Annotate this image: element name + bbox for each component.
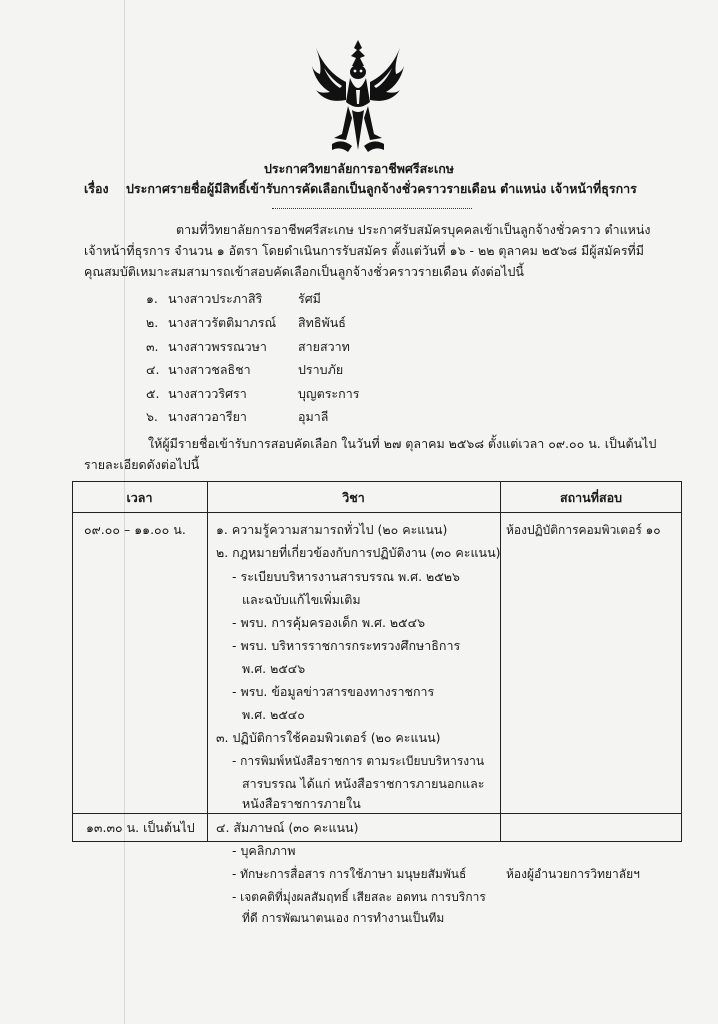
- candidate-name: นางสาวชลธิชา: [168, 362, 251, 377]
- subject-line: - พรบ. ข้อมูลข่าวสารของทางราชการ: [232, 684, 435, 699]
- subject-line: หนังสือราชการภายใน: [242, 796, 361, 811]
- subject-line: - พรบ. การคุ้มครองเด็ก พ.ศ. ๒๕๔๖: [232, 615, 426, 630]
- column-header-time: เวลา: [126, 490, 153, 505]
- candidate-surname: รัศมี: [298, 291, 321, 306]
- candidate-number: ๑.: [146, 291, 158, 306]
- candidate-name: นางสาววริศรา: [168, 386, 247, 401]
- column-header-subject: วิชา: [342, 490, 365, 505]
- subject-line: - ระเบียบบริหารงานสารบรรณ พ.ศ. ๒๕๒๖: [232, 569, 460, 584]
- session-time: ๐๙.๐๐ – ๑๑.๐๐ น.: [84, 522, 186, 537]
- session-place: ห้องปฏิบัติการคอมพิวเตอร์ ๑๐: [506, 523, 661, 537]
- candidate-name: นางสาวพรรณวษา: [168, 339, 267, 354]
- candidate-surname: อุมาลี: [298, 409, 329, 424]
- session-time: ๑๓.๓๐ น. เป็นต้นไป: [86, 820, 195, 835]
- subject-line: สารบรรณ ได้แก่ หนังสือราชการภายนอกและ: [242, 776, 485, 791]
- candidate-number: ๔.: [146, 362, 160, 377]
- candidate-name: นางสาวประภาสิริ: [168, 291, 263, 306]
- announcement-org: ประกาศวิทยาลัยการอาชีพศรีสะเกษ: [263, 161, 455, 176]
- subject-line: ๔. สัมภาษณ์ (๓๐ คะแนน): [216, 820, 359, 835]
- subject-line: - บุคลิกภาพ: [232, 843, 296, 858]
- subject-line: ๑. ความรู้ความสามารถทั่วไป (๒๐ คะแนน): [216, 522, 448, 537]
- candidate-number: ๖.: [146, 409, 158, 424]
- candidate-surname: ปราบภัย: [298, 362, 344, 377]
- table-column-rule: [207, 481, 208, 842]
- candidate-surname: สิทธิพันธ์: [298, 315, 346, 330]
- subject-line: ที่ดี การพัฒนาตนเอง การทำงานเป็นทีม: [242, 911, 445, 925]
- subject-line: พ.ศ. ๒๕๔๖: [242, 661, 306, 676]
- candidate-surname: สายสวาท: [298, 339, 350, 354]
- candidate-number: ๓.: [146, 339, 159, 354]
- paragraph-1-line-3: คุณสมบัติเหมาะสมสามารถเข้าสอบคัดเลือกเป็นลูกจ้างชั่วคราวรายเดือน ดังต่อไปนี้: [84, 264, 524, 279]
- separator-dots: [272, 208, 472, 209]
- candidate-number: ๕.: [146, 386, 160, 401]
- subject-text: ประกาศรายชื่อผู้มีสิทธิ์เข้ารับการคัดเลือกเป็นลูกจ้างชั่วคราวรายเดือน ตำแหน่ง เจ้าหน้าที่ธุรการ: [126, 181, 637, 196]
- candidate-name: นางสาวอารียา: [168, 409, 247, 424]
- garuda-emblem: [312, 38, 404, 154]
- subject-line: - ทักษะการสื่อสาร การใช้ภาษา มนุษยสัมพันธ์: [232, 867, 467, 881]
- table-header-rule: [72, 512, 682, 513]
- subject-line: ๓. ปฏิบัติการใช้คอมพิวเตอร์ (๒๐ คะแนน): [216, 730, 441, 745]
- subject-line: ๒. กฎหมายที่เกี่ยวข้องกับการปฏิบัติงาน (๓๐ คะแนน): [216, 545, 501, 560]
- subject-line: - เจตคติที่มุ่งผลสัมฤทธิ์ เสียสละ อดทน การบริการ: [232, 890, 486, 904]
- candidate-number: ๒.: [146, 315, 159, 330]
- subject-line: - พรบ. บริหารราชการกระทรวงศึกษาธิการ: [232, 638, 461, 653]
- column-header-place: สถานที่สอบ: [559, 490, 623, 505]
- table-column-rule: [500, 481, 501, 842]
- subject-line: พ.ศ. ๒๕๔๐: [242, 707, 305, 722]
- subject-line: และฉบับแก้ไขเพิ่มเติม: [242, 592, 361, 607]
- candidate-surname: บุญตระการ: [298, 386, 360, 401]
- table-row-rule: [72, 813, 682, 814]
- paragraph-1-line-2: เจ้าหน้าที่ธุรการ จำนวน ๑ อัตรา โดยดำเนินการรับสมัคร ตั้งแต่วันที่ ๑๖ - ๒๒ ตุลาคม ๒๕๖๘ มีผู้สมัครที่มี: [84, 243, 645, 258]
- paragraph-2-line-1: ให้ผู้มีรายชื่อเข้ารับการสอบคัดเลือก ในวันที่ ๒๗ ตุลาคม ๒๕๖๘ ตั้งแต่เวลา ๐๙.๐๐ น. เป็นต้นไป: [148, 436, 657, 451]
- subject-line: - การพิมพ์หนังสือราชการ ตามระเบียบบริหารงาน: [232, 754, 485, 768]
- subject-label: เรื่อง: [84, 181, 109, 196]
- paragraph-1-line-1: ตามที่วิทยาลัยการอาชีพศรีสะเกษ ประกาศรับสมัครบุคคลเข้าเป็นลูกจ้างชั่วคราว ตำแหน่ง: [176, 222, 651, 237]
- candidate-name: นางสาวรัตติมาภรณ์: [168, 315, 277, 330]
- paragraph-2-line-2: รายละเอียดดังต่อไปนี้: [84, 457, 200, 472]
- session-place: ห้องผู้อำนวยการวิทยาลัยฯ: [506, 867, 640, 881]
